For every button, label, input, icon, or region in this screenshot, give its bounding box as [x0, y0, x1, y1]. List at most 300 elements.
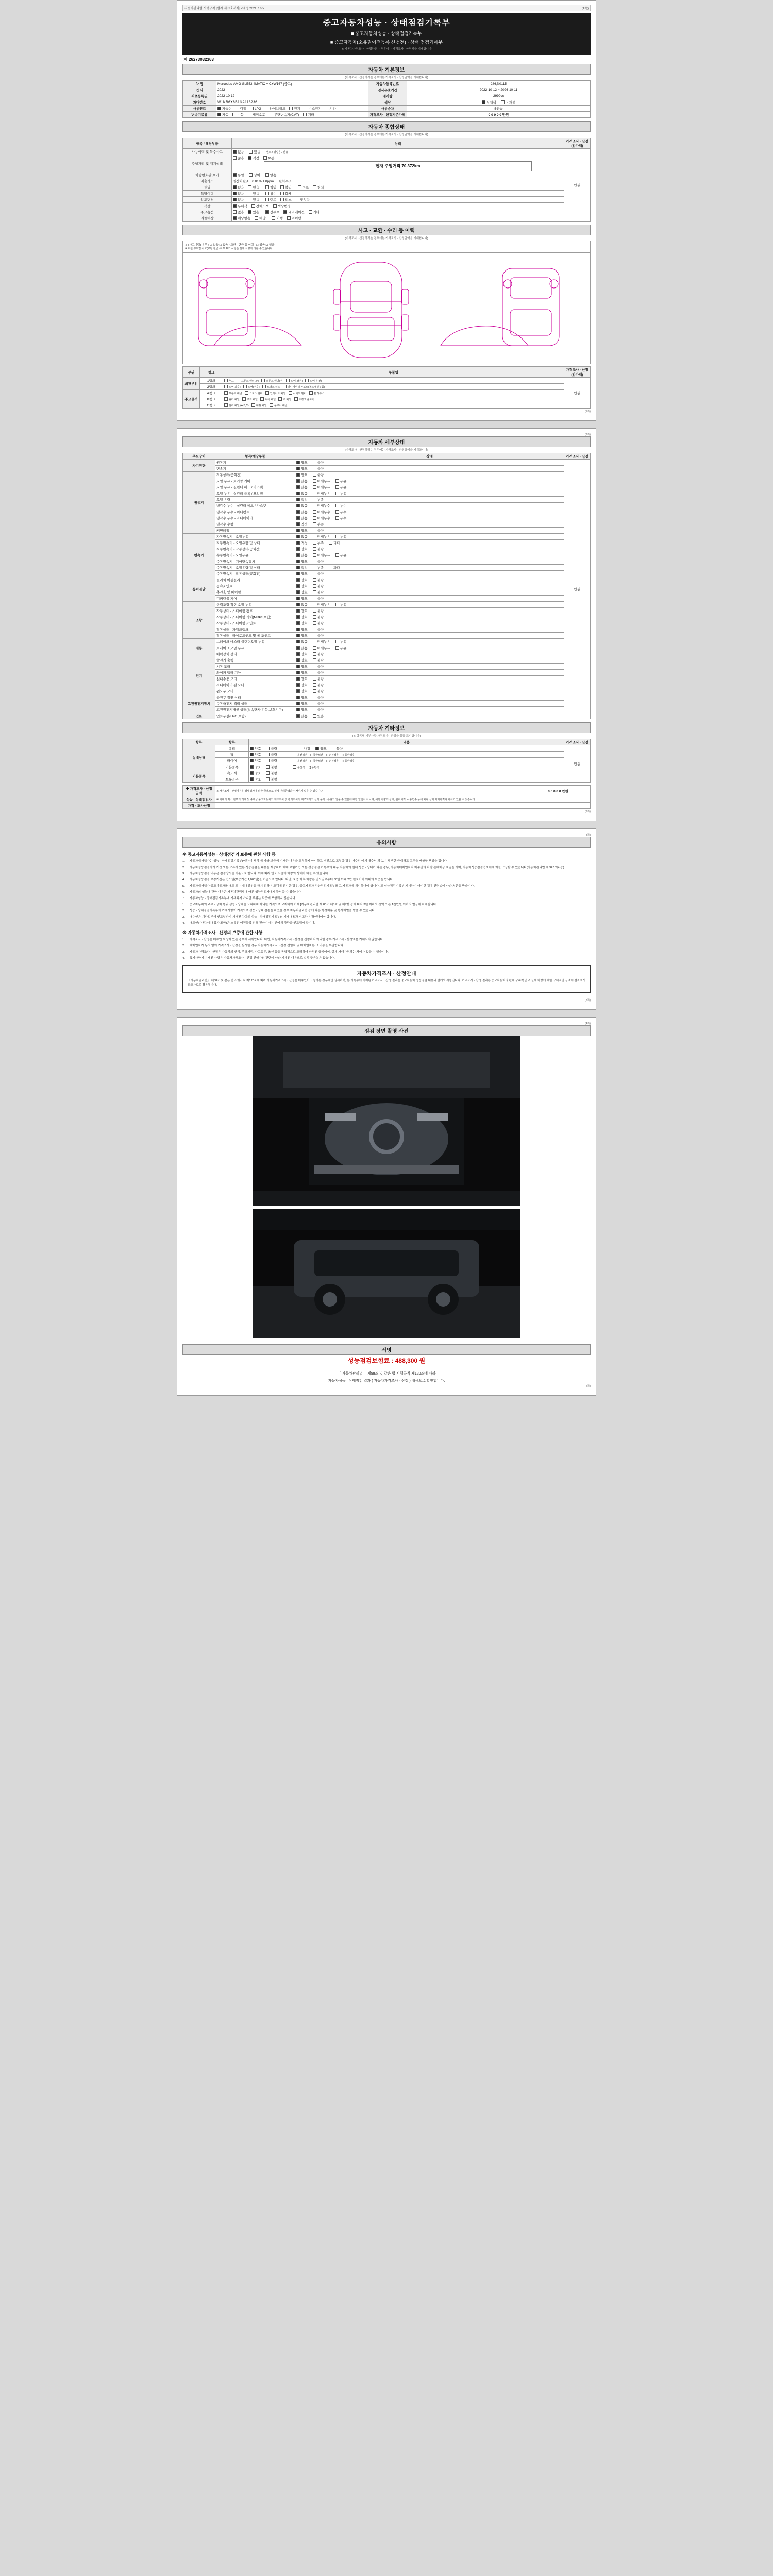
- value-year: 2022: [216, 87, 368, 93]
- mileage-normal[interactable]: 보통: [263, 157, 275, 160]
- detail-row: [183, 484, 591, 490]
- etc-head-sub: 항목: [215, 739, 249, 745]
- detail-item-state: [295, 484, 564, 490]
- detail-opt[interactable]: 부족: [313, 498, 324, 502]
- overall-row-4-value: [232, 184, 564, 191]
- page-header-3: (3쪽): [585, 834, 591, 837]
- detail-item-state: [295, 577, 564, 583]
- section-basic-subtitle: (가격조사 · 산정하려는 경우에는 가격조사 · 산정금액을 기재합니다): [345, 76, 428, 79]
- detail-opt[interactable]: 적정: [296, 498, 308, 502]
- overall-row-7-key: 색상: [183, 203, 232, 209]
- detail-opt[interactable]: 없음: [296, 535, 308, 539]
- detail-item-name: 오일 누유 - 실린더 헤드 / 가스켓: [215, 484, 295, 490]
- etc-base-row-1-key: 보유공구: [215, 776, 249, 783]
- value-first-reg: 2022-10-12: [216, 93, 368, 99]
- detail-opt[interactable]: 불량: [313, 585, 324, 588]
- detail-opt[interactable]: 양호: [296, 548, 308, 551]
- detail-opt[interactable]: 누수: [335, 517, 347, 520]
- detail-rate-cell: 만원: [564, 460, 591, 719]
- fuel-opt-3[interactable]: 하이브리드: [265, 107, 285, 111]
- detail-row: [183, 633, 591, 639]
- detail-item-state: [295, 534, 564, 540]
- trans-opt-4[interactable]: 기타: [303, 113, 314, 117]
- special-none[interactable]: 없음: [233, 192, 244, 196]
- detail-opt[interactable]: 양호: [296, 572, 308, 576]
- detail-opt[interactable]: 미세누유: [313, 603, 330, 607]
- detail-item-state: [295, 497, 564, 503]
- fuel-opt-2[interactable]: LPG: [250, 107, 261, 111]
- detail-opt[interactable]: 양호: [296, 622, 308, 625]
- detail-opt[interactable]: 양호: [296, 659, 308, 663]
- detail-item-state: [295, 589, 564, 596]
- fuel-opt-5[interactable]: 수소전기: [304, 107, 321, 111]
- emission-co: 일산화탄소: [233, 180, 249, 183]
- option-etc[interactable]: 기타: [309, 211, 320, 214]
- plate-diff[interactable]: 상이: [249, 174, 260, 177]
- detail-opt[interactable]: 양호: [296, 665, 308, 669]
- detail-opt[interactable]: 있음: [313, 715, 324, 718]
- detail-opt[interactable]: 없음: [296, 640, 308, 644]
- detail-item-name: 수동변속기 - 오일유량 및 상태: [215, 565, 295, 571]
- detail-opt[interactable]: 누유: [335, 492, 347, 496]
- detail-opt[interactable]: 양호: [296, 560, 308, 564]
- detail-group-7: 고전원전기장치: [183, 694, 215, 713]
- value-vin: W1NR6X8B1NA113236: [216, 99, 368, 106]
- trans-opt-1[interactable]: 수동: [232, 113, 244, 117]
- overall-row-7-value: [232, 203, 564, 209]
- detail-row: [183, 639, 591, 645]
- detail-opt[interactable]: 없음: [296, 511, 308, 514]
- detail-opt[interactable]: 없음: [296, 603, 308, 607]
- detail-opt[interactable]: 양호: [296, 467, 308, 471]
- detail-item-state: [295, 620, 564, 626]
- detail-opt[interactable]: 누유: [335, 647, 347, 650]
- parts-rank-4: C랭크: [200, 402, 223, 409]
- sign-foot-2: 자동차성능 · 상태점검 결과 ( 자동차가격조사 · 산정 ) 내용으로 확인합니다.: [328, 1379, 445, 1383]
- color-changed[interactable]: 색상변경: [273, 205, 291, 208]
- notice-more-items: [182, 903, 591, 926]
- detail-item-name: 냉각수 누수 - 워터펌프: [215, 509, 295, 515]
- detail-opt[interactable]: 불량: [313, 467, 324, 471]
- overall-head-2: 가격조사 · 산정 (감가액): [564, 138, 591, 149]
- plate-same[interactable]: 동일: [233, 174, 244, 177]
- detail-item-state: [295, 558, 564, 565]
- detail-item-state: [295, 626, 564, 633]
- detail-row: [183, 515, 591, 521]
- detail-opt[interactable]: 양호: [296, 634, 308, 638]
- inspection-photo-2: [253, 1209, 520, 1338]
- detail-opt[interactable]: 없음: [296, 492, 308, 496]
- special-yes[interactable]: 있음: [248, 192, 259, 196]
- basic-info-table: [182, 80, 591, 118]
- recall-notdone[interactable]: 미이행: [287, 217, 301, 221]
- notice-items: [182, 859, 591, 901]
- usechange-lease[interactable]: 리스: [280, 198, 292, 202]
- detail-opt[interactable]: 불량: [313, 671, 324, 675]
- detail-head-2: 상태: [295, 453, 564, 460]
- car-damage-diagram: [182, 252, 591, 364]
- detail-opt[interactable]: 양호: [296, 696, 308, 700]
- detail-row: [183, 509, 591, 515]
- detail-item-state: [295, 528, 564, 534]
- detail-item-name: 수동변속기 - 오일누유: [215, 552, 295, 558]
- detail-opt[interactable]: 양호: [296, 609, 308, 613]
- detail-item-state: [295, 466, 564, 472]
- detail-opt[interactable]: 부족: [313, 541, 324, 545]
- detail-row: [183, 460, 591, 466]
- detail-item-name: 오일 누유 - 실린더 블록 / 오일팬: [215, 490, 295, 497]
- notice-subtitle-2: ※ 자동차가격조사 · 산정의 보증에 관한 사항: [182, 930, 263, 935]
- detail-opt[interactable]: 양호: [296, 708, 308, 712]
- detail-opt[interactable]: 없음: [296, 715, 308, 718]
- detail-opt[interactable]: 불량: [313, 461, 324, 465]
- option-sunroof[interactable]: 썬루프: [265, 211, 280, 214]
- detail-item-state: [295, 608, 564, 614]
- detail-item-name: 충전구 절연 상태: [215, 694, 295, 701]
- emission-values: 0.01% 1.0ppm: [252, 180, 274, 183]
- detail-item-state: [295, 676, 564, 682]
- detail-opt[interactable]: 불량: [313, 659, 324, 663]
- section-etc-title: 자동차 기타정보: [182, 722, 591, 733]
- trans-opt-2[interactable]: 세미오토: [248, 113, 265, 117]
- detail-item-name: 작동상태 - 스티어링 조인트: [215, 620, 295, 626]
- detail-opt[interactable]: 양호: [296, 628, 308, 632]
- detail-row: [183, 497, 591, 503]
- detail-opt[interactable]: 불량: [313, 609, 324, 613]
- sheet-2: [177, 428, 596, 821]
- detail-row: [183, 608, 591, 614]
- fuel-opt-0[interactable]: 가솔린: [217, 107, 232, 111]
- detail-opt[interactable]: 누유: [335, 554, 347, 557]
- detail-opt[interactable]: 양호: [296, 473, 308, 477]
- sheet-3: [177, 828, 596, 1010]
- detail-opt[interactable]: 부족: [313, 523, 324, 527]
- detail-item-state: [295, 639, 564, 645]
- form-code-right: (1쪽): [581, 7, 589, 10]
- detail-opt[interactable]: 양호: [296, 677, 308, 681]
- detail-opt[interactable]: 불량: [313, 560, 324, 564]
- tuning-none[interactable]: 없음: [233, 186, 244, 190]
- option-none[interactable]: 없음: [233, 211, 244, 214]
- detail-opt[interactable]: 부족: [313, 566, 324, 570]
- detail-opt[interactable]: 불량: [313, 579, 324, 582]
- etc-row-2-value: 양호 불량 운전석전 [ ] 동반석전 [ ] 운전석후 [ ] 동반석후: [249, 758, 564, 764]
- detail-opt[interactable]: 양호: [296, 461, 308, 465]
- detail-opt[interactable]: 미세누수: [313, 517, 330, 520]
- detail-opt[interactable]: 불량: [313, 597, 324, 601]
- detail-item-name: 작동상태 - 타이로드엔드 및 볼 조인트: [215, 633, 295, 639]
- detail-opt[interactable]: 미세누유: [313, 647, 330, 650]
- usechange-rent[interactable]: 렌트: [265, 198, 277, 202]
- detail-head-3: 가격조사 · 산정: [564, 453, 591, 460]
- plate-none[interactable]: 없음: [265, 174, 277, 177]
- detail-item-state: [295, 515, 564, 521]
- label-plate-no: 자동차등록번호: [368, 81, 407, 87]
- detail-state-table: [182, 453, 591, 719]
- color-chromatic[interactable]: 유채색: [501, 101, 515, 105]
- option-nav[interactable]: 내비게이션: [283, 211, 304, 214]
- etc-row-0-value: 양호 불량 내장 양호 불량: [249, 745, 564, 752]
- detail-opt[interactable]: 불량: [313, 548, 324, 551]
- detail-row: [183, 707, 591, 713]
- detail-opt[interactable]: 양호: [296, 671, 308, 675]
- detail-opt[interactable]: 미세누유: [313, 486, 330, 489]
- trans-opt-3[interactable]: 무단변속기(CVT): [270, 113, 299, 117]
- detail-item-name: 등속조인트: [215, 583, 295, 589]
- detail-opt[interactable]: 누유: [335, 640, 347, 644]
- detail-opt[interactable]: 누수: [335, 511, 347, 514]
- section-accident-title: 사고 · 교환 · 수리 등 이력: [182, 225, 591, 235]
- detail-item-name: 구동축전지 격리 상태: [215, 701, 295, 707]
- detail-opt[interactable]: 양호: [296, 684, 308, 687]
- etc-row-2-key: 타이어: [215, 758, 249, 764]
- summary-left-note: ※ 가격조사 · 산정가격은 상태평가에 의한 금액으로 실제 거래금액과는 차이가 있을 수 있습니다: [215, 786, 526, 796]
- special-flood[interactable]: 침수: [265, 192, 277, 196]
- detail-item-name: 브레이크 마스터 실린더오일 누유: [215, 639, 295, 645]
- detail-row: [183, 546, 591, 552]
- overall-row-1-key: 주행거리 및 계기상태: [183, 155, 232, 172]
- price-warning-box: [182, 965, 591, 993]
- overall-head-1: 상태: [232, 138, 564, 149]
- detail-opt[interactable]: 불량: [313, 696, 324, 700]
- fuel-opt-1[interactable]: 디젤: [236, 107, 247, 111]
- detail-group-0: 자기진단: [183, 460, 215, 472]
- label-base-price: 가격조사 · 산정기준가액: [368, 112, 407, 118]
- overall-row-8-key: 주요옵션: [183, 209, 232, 215]
- page-header-2: (2쪽): [585, 433, 591, 436]
- sheet-4: [177, 1017, 596, 1396]
- detail-group-3: 동력전달: [183, 577, 215, 602]
- label-first-reg: 최초등록일: [183, 93, 216, 99]
- detail-item-state: [295, 540, 564, 546]
- summary-row2-label: 가격 · 조사산정: [183, 803, 215, 809]
- label-color: 색상: [368, 99, 407, 106]
- detail-opt[interactable]: 누유: [335, 535, 347, 539]
- detail-opt[interactable]: 적정: [296, 566, 308, 570]
- detail-opt[interactable]: 미세누유: [313, 535, 330, 539]
- tuning-illegal[interactable]: 불법: [280, 186, 292, 190]
- color-full[interactable]: 전체도색: [251, 205, 269, 208]
- detail-opt[interactable]: 불량: [313, 702, 324, 706]
- detail-opt[interactable]: 없음: [296, 486, 308, 489]
- detail-row: [183, 626, 591, 633]
- detail-row: [183, 528, 591, 534]
- detail-row: [183, 583, 591, 589]
- detail-opt[interactable]: 누유: [335, 486, 347, 489]
- detail-opt[interactable]: 양호: [296, 591, 308, 595]
- detail-row: [183, 552, 591, 558]
- mileage-ok[interactable]: 적정: [248, 157, 259, 160]
- usechange-yes[interactable]: 있음: [248, 198, 259, 202]
- parts-group-2: 주요골격: [183, 390, 200, 409]
- detail-opt[interactable]: 적정: [296, 523, 308, 527]
- detail-opt[interactable]: 불량: [313, 653, 324, 656]
- opt-none[interactable]: 없음: [233, 150, 244, 154]
- sign-foot-1: 「 자동차관리법」 제58조 및 같은 법 시행규칙 제120조에 따라: [337, 1371, 436, 1376]
- detail-row: [183, 490, 591, 497]
- document-header: [182, 13, 591, 55]
- detail-item-name: 수동변속기 - 작동상태(공회전): [215, 571, 295, 577]
- detail-row: [183, 664, 591, 670]
- detail-item-state: [295, 583, 564, 589]
- detail-item-name: 오일 유량: [215, 497, 295, 503]
- label-fuel: 사용연료: [183, 106, 216, 112]
- detail-opt[interactable]: 없음: [296, 554, 308, 557]
- etc-head-2: 가격조사 · 산정: [564, 739, 591, 745]
- photo-2-svg: [253, 1209, 520, 1338]
- detail-opt[interactable]: 없음: [296, 647, 308, 650]
- photo-1-svg: [253, 1036, 520, 1206]
- detail-opt[interactable]: 불량: [313, 708, 324, 712]
- detail-row: [183, 602, 591, 608]
- detail-opt[interactable]: 불량: [313, 684, 324, 687]
- overall-row-2-key: 차량번호판 표기: [183, 172, 232, 178]
- color-none[interactable]: 무채색: [233, 205, 247, 208]
- overall-row-6-key: 용도변경: [183, 197, 232, 203]
- detail-opt[interactable]: 없음: [296, 480, 308, 483]
- parts-head-rate: 가격조사 · 산정 (감가액): [564, 367, 591, 378]
- detail-item-name: 원동기: [215, 460, 295, 466]
- option-yes[interactable]: 있음: [248, 211, 259, 214]
- form-code-left: 자동차관리법 시행규칙 [별지 제82호서식] <개정 2021.7.6.>: [184, 7, 264, 10]
- detail-item-state: [295, 633, 564, 639]
- page-number-1: (1쪽): [585, 410, 591, 413]
- trans-opt-0[interactable]: 자동: [217, 113, 229, 117]
- color-achromatic[interactable]: 무채색: [482, 101, 496, 105]
- detail-opt[interactable]: 불량: [313, 529, 324, 533]
- car-diagram-svg: [183, 253, 590, 363]
- value-car-name: Mercedes-AMG GLE53 4MATIC + C+W167 (중고): [216, 81, 368, 87]
- detail-opt[interactable]: 불량: [313, 572, 324, 576]
- detail-opt[interactable]: 불량: [313, 665, 324, 669]
- detail-item-state: [295, 571, 564, 577]
- detail-row: [183, 645, 591, 651]
- price-warning-title: 자동차가격조사 · 산정안내: [357, 971, 416, 977]
- document-subtitle: ■ 중고자동차성능 · 상태점검기록부: [351, 31, 422, 36]
- tuning-device[interactable]: 장치: [313, 186, 324, 190]
- overall-head-0: 항목 / 해당부품: [183, 138, 232, 149]
- detail-opt[interactable]: 불량: [313, 677, 324, 681]
- detail-item-state: [295, 694, 564, 701]
- accident-line-0: ※ (사고이력) 유무 : ☑ 없음 ☐ 있음 / 교환 · 판금 등 이력 : ☐ 없음 ☑ 있음: [185, 244, 275, 247]
- document-title: 중고자동차성능 · 상태점검기록부: [323, 19, 450, 27]
- detail-item-name: 윈도우 모터: [215, 688, 295, 694]
- detail-opt[interactable]: 누유: [335, 603, 347, 607]
- detail-opt[interactable]: 양호: [296, 597, 308, 601]
- recall-done[interactable]: 이행: [272, 217, 283, 221]
- notice-item: 4. 자동차성능점검 보장기간은 인도일(보증기간 1,000일)을 기준으로 합니다. 다만, 보증 이후 차량은 인도일로부터 30일 이내 2만 킬로미터 이내의 보증을 합니다.: [182, 878, 394, 882]
- detail-item-name: 자동변속기 - 작동상태(공회전): [215, 546, 295, 552]
- detail-opt[interactable]: 과다: [329, 541, 340, 545]
- etc-row-1-key: 휠: [215, 752, 249, 758]
- price-warning-body: 「자동차관리법」 제58조 및 같은 법 시행규칙 제120조에 따라 자동차가격조사 · 산정은 매수인이 요청하는 경우에만 실시하며, 본 기록부에 기재된 가격조사 · 산정 결과는 중고자동차 성능점검 내용과 별개의 사항입니다. 가격조사 · 산정 결과는 중고자동차의 판매 구속력 없고 실제 차량에 대한 구체적인 금액에 결과로서 참고자료로 활용됩니다.: [188, 979, 585, 987]
- detail-opt[interactable]: 누수: [335, 504, 347, 508]
- detail-item-state: [295, 657, 564, 664]
- detail-opt[interactable]: 미세누유: [313, 480, 330, 483]
- detail-item-name: 자동변속기 - 오일유량 및 상태: [215, 540, 295, 546]
- section-detail-title: 자동차 세부상태: [182, 436, 591, 447]
- fee-value: 488,300 원: [395, 1357, 426, 1364]
- detail-opt[interactable]: 없음: [296, 517, 308, 520]
- etc-base-label: 기본품목: [183, 770, 215, 783]
- detail-item-state: [295, 460, 564, 466]
- detail-opt[interactable]: 누유: [335, 480, 347, 483]
- usechange-none[interactable]: 없음: [233, 198, 244, 202]
- label-displacement: 배기량: [368, 93, 407, 99]
- value-seats: 5인승: [407, 106, 591, 112]
- detail-opt[interactable]: 적정: [296, 541, 308, 545]
- notice-item: 2. 성능 · 상태점검기록부에 기재사항이 거짓으로 성능 · 상태 점검을 하였을 경우 자동차관리법 등에 따른 행정처분 및 형사처벌을 받을 수 있습니다.: [182, 909, 376, 912]
- detail-row: [183, 657, 591, 664]
- tuning-structure[interactable]: 구조: [298, 186, 309, 190]
- usechange-biz[interactable]: 영업용: [296, 198, 310, 202]
- detail-row: [183, 620, 591, 626]
- label-transmission: 변속기종류: [183, 112, 216, 118]
- fuel-opt-4[interactable]: 전기: [289, 107, 300, 111]
- recall-na[interactable]: 해당없음: [233, 217, 250, 221]
- fuel-opt-6[interactable]: 기타: [325, 107, 336, 111]
- overall-row-5-key: 특별이력: [183, 191, 232, 197]
- mileage-many[interactable]: 많음: [233, 157, 244, 160]
- detail-row: [183, 558, 591, 565]
- detail-opt[interactable]: 양호: [296, 653, 308, 656]
- detail-opt[interactable]: 불량: [313, 622, 324, 625]
- detail-opt[interactable]: 미세누유: [313, 554, 330, 557]
- recall-yes[interactable]: 해당: [255, 217, 266, 221]
- detail-item-name: 자동변속기 - 오일누유: [215, 534, 295, 540]
- detail-opt[interactable]: 미세누유: [313, 640, 330, 644]
- summary-row2-value: [215, 803, 591, 809]
- detail-item-name: 냉각수 누수 - 실린더 헤드 / 가스켓: [215, 503, 295, 509]
- accident-rate-cell: 만원: [564, 378, 591, 409]
- detail-opt[interactable]: 과다: [329, 566, 340, 570]
- detail-opt[interactable]: 양호: [296, 529, 308, 533]
- opt-yes[interactable]: 있음: [249, 150, 260, 154]
- detail-opt[interactable]: 불량: [313, 634, 324, 638]
- detail-opt[interactable]: 양호: [296, 690, 308, 693]
- overall-rate-cell: 만원: [564, 149, 591, 222]
- detail-opt[interactable]: 불량: [313, 690, 324, 693]
- detail-item-state: [295, 713, 564, 719]
- detail-opt[interactable]: 양호: [296, 702, 308, 706]
- summary-table: [182, 785, 591, 809]
- detail-item-state: [295, 521, 564, 528]
- detail-item-name: 냉각수 수량: [215, 521, 295, 528]
- detail-opt[interactable]: 불량: [313, 473, 324, 477]
- detail-row: [183, 676, 591, 682]
- special-fire[interactable]: 화재: [280, 192, 292, 196]
- tuning-legal[interactable]: 적법: [265, 186, 277, 190]
- etc-row-3-value: 양호 불량 운전석 [ ] 동반석: [249, 764, 564, 770]
- detail-opt[interactable]: 미세누수: [313, 504, 330, 508]
- etc-row-3-key: 기본품목: [215, 764, 249, 770]
- tuning-yes[interactable]: 있음: [248, 186, 259, 190]
- detail-opt[interactable]: 양호: [296, 579, 308, 582]
- detail-row: [183, 478, 591, 484]
- value-base-price: 0 0 0 0 0 만원: [407, 112, 591, 118]
- detail-opt[interactable]: 불량: [313, 591, 324, 595]
- detail-opt[interactable]: 양호: [296, 616, 308, 619]
- detail-opt[interactable]: 미세누유: [313, 492, 330, 496]
- detail-opt[interactable]: 불량: [313, 616, 324, 619]
- detail-item-state: [295, 490, 564, 497]
- detail-opt[interactable]: 불량: [313, 628, 324, 632]
- overall-row-3-value: [232, 178, 564, 184]
- detail-opt[interactable]: 양호: [296, 585, 308, 588]
- detail-opt[interactable]: 없음: [296, 504, 308, 508]
- detail-opt[interactable]: 미세누수: [313, 511, 330, 514]
- detail-row: [183, 614, 591, 620]
